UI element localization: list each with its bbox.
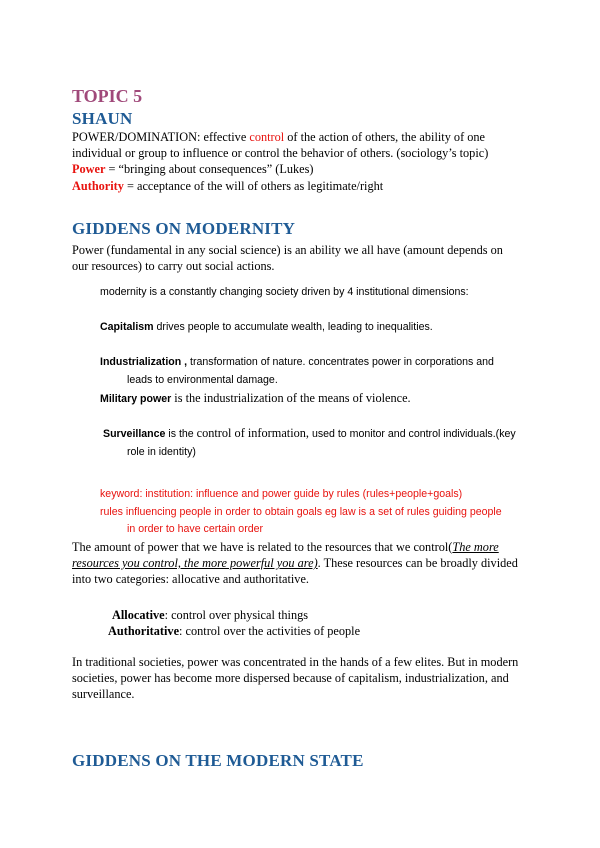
rules-line2: in order to have certain order bbox=[127, 523, 264, 535]
power-text: = “bringing about consequences” (Lukes) bbox=[105, 162, 314, 176]
modernity-dimensions-line: modernity is a constantly changing society driven by 4 institutional dimensions: bbox=[100, 286, 469, 298]
traditional-societies-line1: In traditional societies, power was concentrated in the hands of a few elites. But in modern bbox=[72, 655, 519, 669]
surveillance-label: Surveillance bbox=[103, 428, 166, 440]
power-label: Power bbox=[72, 162, 106, 176]
surveillance-is: is the bbox=[165, 428, 197, 440]
allocative-label: Allocative bbox=[112, 608, 165, 622]
allocative-text: : control over physical things bbox=[164, 608, 309, 622]
traditional-societies-line3: surveillance. bbox=[72, 687, 135, 701]
control-highlight: control bbox=[249, 130, 285, 144]
section-heading-modernity: GIDDENS ON MODERNITY bbox=[72, 219, 296, 238]
power-definition bbox=[72, 161, 314, 177]
amount-suffix: . These resources can be broadly divided bbox=[317, 556, 518, 570]
industrialization-item bbox=[100, 355, 494, 370]
authority-label: Authority bbox=[72, 179, 124, 193]
power-domination-suffix: of the action of others, the ability of one bbox=[284, 130, 485, 144]
modernity-intro-line2: our resources) to carry out social actions. bbox=[72, 259, 275, 273]
authoritative-item bbox=[108, 623, 360, 639]
topic-title: TOPIC 5 bbox=[72, 86, 143, 106]
military-power-item bbox=[100, 390, 411, 407]
rules-line1: rules influencing people in order to obtain goals eg law is a set of rules guiding people bbox=[100, 506, 502, 518]
authority-text: = acceptance of the will of others as legitimate/right bbox=[123, 179, 384, 193]
power-domination-line2: individual or group to influence or control the behavior of others. (sociology’s topic) bbox=[72, 146, 489, 160]
keyword-institution-line: keyword: institution: influence and power guide by rules (rules+people+goals) bbox=[100, 488, 463, 500]
amount-emphasis-1: The more bbox=[452, 540, 499, 554]
allocative-item bbox=[112, 607, 308, 623]
industrialization-label: Industrialization , bbox=[100, 356, 188, 368]
authoritative-label: Authoritative bbox=[108, 624, 180, 638]
modernity-intro-line1: Power (fundamental in any social science) is an ability we all have (amount depends on bbox=[72, 243, 503, 257]
power-domination-prefix: POWER/DOMINATION: effective bbox=[72, 130, 250, 144]
capitalism-item bbox=[100, 320, 433, 335]
amount-of-power-line3: into two categories: allocative and authoritative. bbox=[72, 572, 309, 586]
industrialization-text: transformation of nature. concentrates power in corporations and bbox=[187, 356, 494, 368]
amount-emphasis-2: resources you control, the more powerful you are) bbox=[72, 556, 318, 570]
amount-of-power-line1 bbox=[72, 539, 499, 555]
surveillance-item bbox=[103, 426, 516, 442]
capitalism-label: Capitalism bbox=[100, 321, 154, 333]
authoritative-text: : control over the activities of people bbox=[179, 624, 361, 638]
author-heading: SHAUN bbox=[72, 109, 133, 128]
authority-definition bbox=[72, 178, 383, 194]
power-domination-line1 bbox=[72, 129, 485, 145]
surveillance-line2: role in identity) bbox=[127, 446, 196, 458]
amount-prefix: The amount of power that we have is related to the resources that we control( bbox=[72, 540, 453, 554]
capitalism-text: drives people to accumulate wealth, leading to inequalities. bbox=[153, 321, 433, 333]
surveillance-rest: used to monitor and control individuals.(key bbox=[309, 428, 516, 440]
military-text: is the industrialization of the means of violence. bbox=[171, 391, 411, 405]
traditional-societies-line2: societies, power has become more dispersed because of capitalism, industrialization, and bbox=[72, 671, 509, 685]
military-label: Military power bbox=[100, 393, 172, 405]
industrialization-line2: leads to environmental damage. bbox=[127, 374, 278, 386]
section-heading-modern-state: GIDDENS ON THE MODERN STATE bbox=[72, 751, 364, 770]
surveillance-control-text: control of information, bbox=[196, 426, 309, 440]
amount-of-power-line2 bbox=[72, 555, 518, 571]
